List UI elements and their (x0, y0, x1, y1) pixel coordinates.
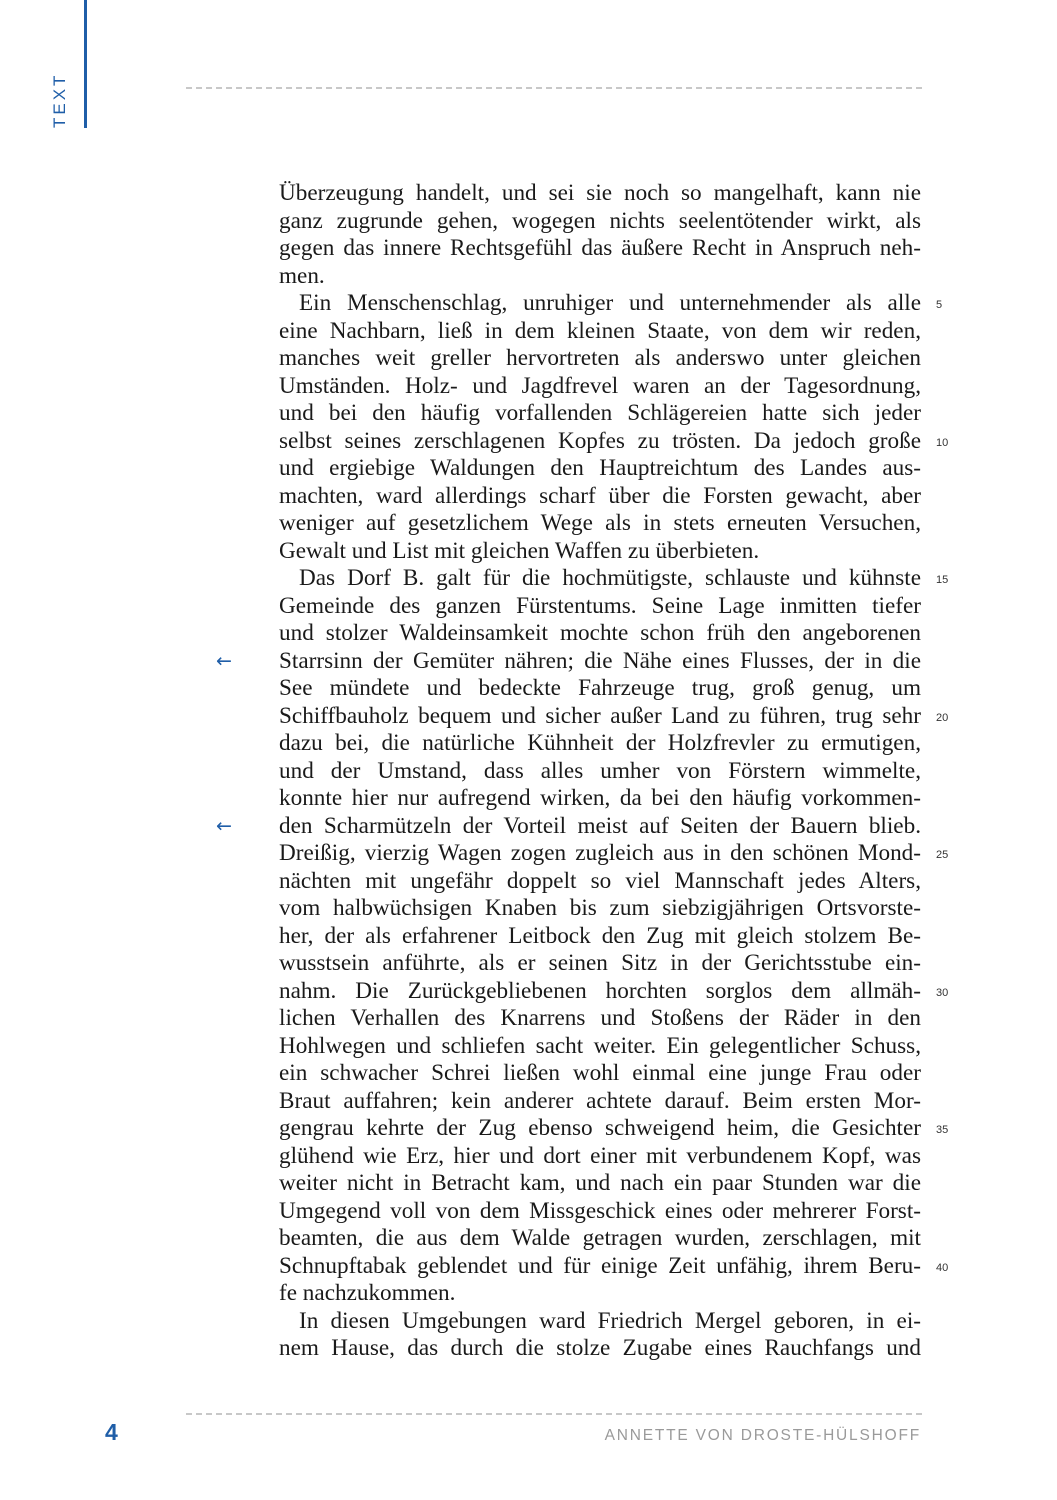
text-line: den Scharmützeln der Vorteil meist auf Seiten der Bauern blieb. (279, 812, 921, 839)
text-line: Das Dorf B. galt für die hochmütigste, schlauste und kühnste (299, 565, 921, 591)
text-line: vom halbwüchsigen Knaben bis zum siebzigjährigen Ortsvorste- (279, 895, 921, 921)
running-footer-author: ANNETTE VON DROSTE-HÜLSHOFF (604, 1427, 921, 1444)
text-line: men. (279, 262, 325, 289)
text-line: Umständen. Holz- und Jagdfrevel waren an der Tagesordnung, (279, 372, 921, 399)
text-line: Schnupftabak geblendet und für einige Zeit unfähig, ihrem Beru- (279, 1252, 921, 1279)
text-line: Überzeugung handelt, und sei sie noch so mangelhaft, kann nie (279, 180, 921, 206)
text-line: nächten mit ungefähr doppelt so viel Mannschaft jedes Alters, (279, 867, 921, 894)
text-line: und ergiebige Waldungen den Hauptreichtum des Landes aus- (279, 455, 921, 481)
section-tab-bar (84, 0, 87, 128)
line-number: 30 (936, 987, 949, 999)
line-number: 20 (936, 712, 949, 724)
text-line: Gewalt und List mit gleichen Waffen zu überbieten. (279, 537, 760, 564)
text-line: machten, ward allerdings scharf über die Forsten gewacht, aber (279, 482, 921, 509)
text-line: fe nachzukommen. (279, 1280, 456, 1306)
section-label: TEXT (50, 72, 69, 128)
text-line: In diesen Umgebungen ward Friedrich Mergel geboren, in ei- (299, 1307, 921, 1334)
text-line: eine Nachbarn, ließ in dem kleinen Staate, von dem wir reden, (279, 317, 921, 344)
text-line: wusstsein anführte, als er seinen Sitz in der Gerichtsstube ein- (279, 950, 921, 976)
margin-arrow-left-icon: ← (216, 815, 232, 837)
line-number: 35 (936, 1124, 949, 1136)
text-line: Hohlwegen und schliefen sacht weiter. Ein gelegentlicher Schuss, (279, 1032, 921, 1059)
text-line: Braut auffahren; kein anderer achtete darauf. Beim ersten Mor- (279, 1087, 921, 1114)
text-line: Ein Menschenschlag, unruhiger und unternehmender als alle (299, 290, 921, 316)
margin-arrow-left-icon: ← (216, 650, 232, 672)
text-line: Umgegend voll von dem Missgeschick eines oder mehrerer Forst- (279, 1197, 921, 1224)
text-line: konnte hier nur aufregend wirken, da bei den häufig vorkommen- (279, 785, 921, 811)
text-line: ganz zugrunde gehen, wogegen nichts seelentötender wirkt, als (279, 207, 921, 234)
footer-rule (186, 1413, 922, 1415)
text-line: glühend wie Erz, hier und dort einer mit verbundenem Kopf, was (279, 1142, 921, 1169)
text-line: Schiffbauholz bequem und sicher außer Land zu führen, trug sehr (279, 702, 921, 729)
text-line: her, der als erfahrener Leitbock den Zug mit gleich stolzem Be- (279, 922, 921, 949)
text-line: Starrsinn der Gemüter nähren; die Nähe eines Flusses, der in die (279, 647, 921, 674)
text-line: gengrau kehrte der Zug ebenso schweigend heim, die Gesichter (279, 1115, 921, 1141)
text-line: nem Hause, das durch die stolze Zugabe eines Rauchfangs und (279, 1335, 921, 1361)
line-number: 40 (936, 1262, 949, 1274)
text-line: nahm. Die Zurückgebliebenen horchten sorglos dem allmäh- (279, 977, 921, 1004)
text-line: selbst seines zerschlagenen Kopfes zu trösten. Da jedoch große (279, 427, 921, 454)
text-line: lichen Verhallen des Knarrens und Stoßens der Räder in den (279, 1005, 921, 1031)
body-text (279, 180, 921, 1363)
line-number: 25 (936, 849, 949, 861)
text-line: manches weit greller hervortreten als anderswo unter gleichen (279, 345, 921, 371)
line-number: 5 (936, 299, 943, 311)
text-line: Dreißig, vierzig Wagen zogen zugleich aus in den schönen Mond- (279, 840, 921, 866)
text-line: und stolzer Waldeinsamkeit mochte schon früh den angeborenen (279, 620, 921, 646)
header-rule (186, 87, 922, 89)
text-line: und bei den häufig vorfallenden Schlägereien hatte sich jeder (279, 400, 921, 426)
page-number: 4 (105, 1419, 118, 1445)
text-line: Gemeinde des ganzen Fürstentums. Seine Lage inmitten tiefer (279, 592, 921, 619)
text-line: ein schwacher Schrei ließen wohl einmal eine junge Frau oder (279, 1060, 921, 1086)
text-line: gegen das innere Rechtsgefühl das äußere Recht in Anspruch neh- (279, 235, 921, 261)
line-number: 15 (936, 574, 949, 586)
text-line: weniger auf gesetzlichem Wege als in stets erneuten Versuchen, (279, 510, 921, 536)
text-line: See mündete und bedeckte Fahrzeuge trug, groß genug, um (279, 675, 921, 701)
line-number: 10 (936, 437, 949, 449)
text-line: und der Umstand, dass alles umher von Förstern wimmelte, (279, 757, 921, 784)
text-line: beamten, die aus dem Walde getragen wurden, zerschlagen, mit (279, 1225, 921, 1251)
text-line: dazu bei, die natürliche Kühnheit der Holzfrevler zu ermutigen, (279, 730, 921, 756)
text-line: weiter nicht in Betracht kam, und nach ein paar Stunden war die (279, 1170, 921, 1196)
